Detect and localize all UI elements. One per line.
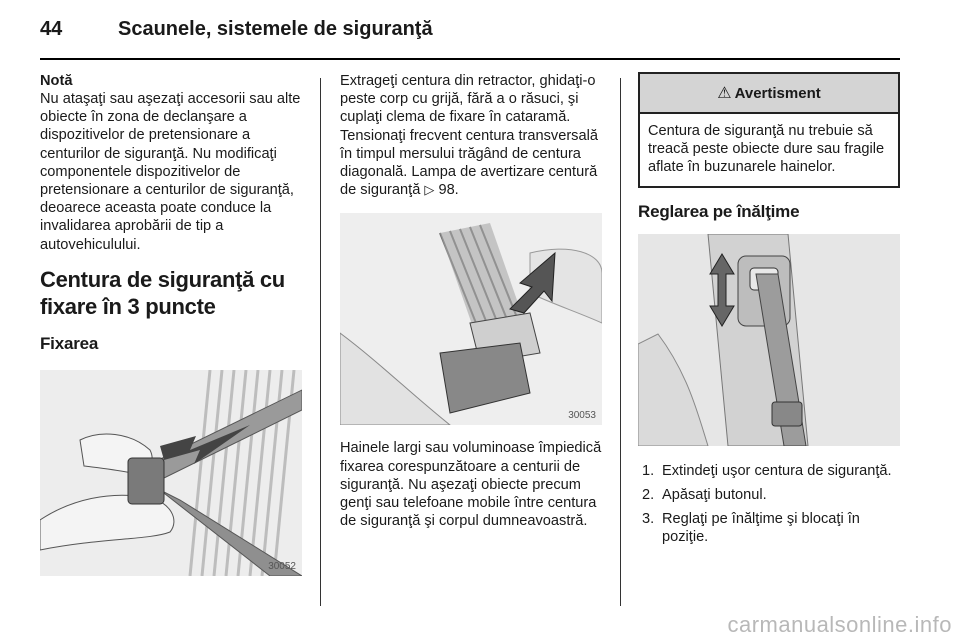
list-item [638, 486, 900, 504]
column-divider [620, 78, 621, 606]
height-adjust-drawing [638, 234, 900, 446]
step-text: Apăsaţi butonul. [662, 486, 767, 503]
column-left [40, 72, 308, 576]
step-number: 1. [642, 462, 655, 479]
warning-icon: ⚠ [717, 85, 732, 102]
figure-number: 30052 [268, 560, 296, 572]
step-text: Extindeţi uşor centura de siguranţă. [662, 462, 892, 479]
fastening-instructions [340, 72, 608, 199]
column-right [638, 72, 900, 552]
step-text: Reglaţi pe înălţime şi blocaţi în poziţie. [662, 511, 860, 546]
page-title: Scaunele, sistemele de siguranţă [118, 18, 433, 40]
page-number: 44 [40, 18, 63, 40]
illustration-fastening-belt [40, 370, 302, 576]
header-rule [40, 58, 900, 60]
buckle-drawing [340, 213, 602, 425]
list-item [638, 510, 900, 546]
warning-title: Avertisment [734, 84, 821, 102]
height-adjust-heading: Reglarea pe înălţime [638, 201, 800, 221]
column-divider [320, 78, 321, 606]
note-text: Nu ataşaţi sau aşezaţi accesorii sau alte obiecte în zona de declanşare a dispozitivelor de pretensionare a centurilor de siguranţă. Nu modificaţi componentele dispozitivelor de pretensionare a centurilor de siguranţă, deoarece aceasta poate conduce la invalidarea aprobării de tip a autovehiculului. [40, 91, 301, 253]
figure-number: 30053 [568, 410, 596, 422]
fastening-belt-drawing [40, 370, 302, 576]
page-header [40, 18, 900, 58]
column-middle [340, 72, 608, 530]
section-subheading: Fixarea [40, 333, 99, 353]
height-adjust-steps [638, 462, 900, 547]
page-reference[interactable]: 98. [438, 182, 459, 199]
section-heading: Centura de siguranţă cu fixare în 3 puncte [40, 266, 285, 319]
list-item [638, 462, 900, 480]
illustration-height-adjust [638, 234, 900, 446]
warning-box [638, 72, 900, 188]
page-reference-icon: ▷ [424, 182, 435, 198]
footer-watermark: carmanualsonline.info [727, 612, 952, 637]
clothing-advice: Hainele largi sau voluminoase împiedică fixarea corespunzătoare a centurii de siguranţă. Nu aşezaţi obiecte precum genţi sau telefoane mobile între centura de siguranţă şi corpul dumneavoastră. [340, 440, 602, 530]
warning-text: Centura de siguranţă nu trebuie să treacă peste obiecte dure sau fragile aflate în buzunarele hainelor. [648, 123, 885, 176]
step-number: 3. [642, 511, 655, 528]
illustration-buckle [340, 213, 602, 425]
step-number: 2. [642, 486, 655, 503]
fastening-instructions-text: Extrageţi centura din retractor, ghidaţi-o peste corp cu grijă, fără a o răsuci, şi cuplaţi clema de fixare în cataramă. Tensionaţi frecvent centura transversală în timpul mersului trăgând de centura diagonală. Lampa de avertizare centură de siguranţă [340, 73, 598, 199]
note-title: Notă [40, 73, 73, 89]
warning-header [640, 74, 898, 114]
